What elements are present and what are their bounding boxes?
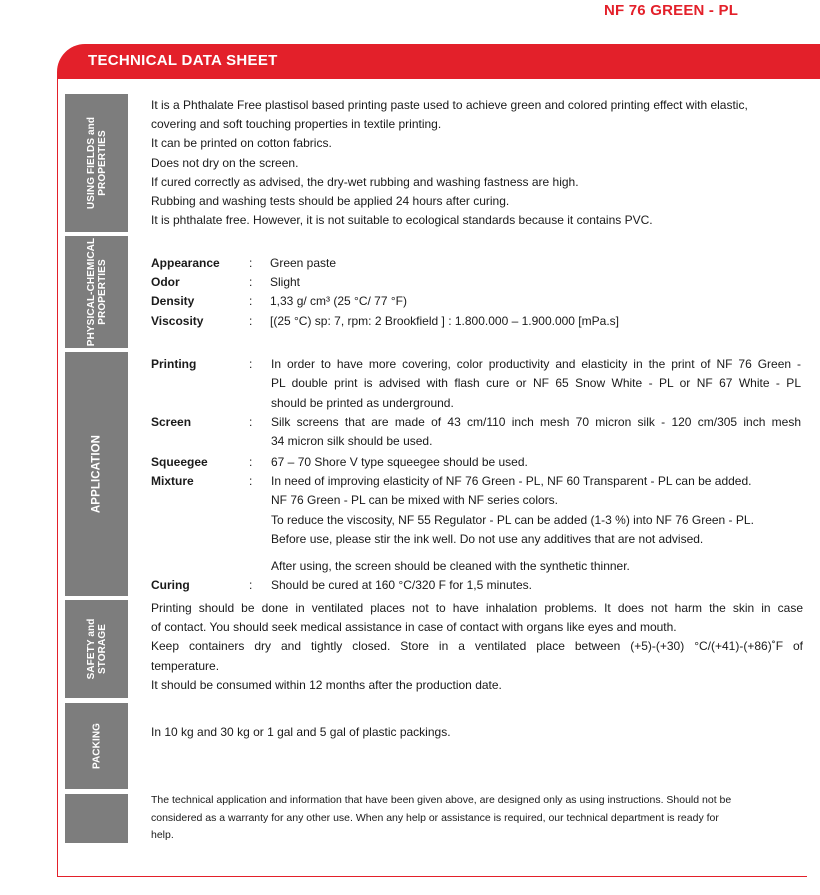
product-title: NF 76 GREEN - PL	[604, 2, 739, 19]
tab-application-label: APPLICATION	[90, 434, 102, 514]
property-colon: :	[249, 314, 253, 328]
tab-safety-storage-label: SAFETY and STORAGE	[85, 618, 108, 680]
property-colon: :	[249, 256, 253, 270]
usage-line: Rubbing and washing tests should be applied 24 hours after curing.	[151, 194, 510, 209]
property-key: Viscosity	[151, 314, 204, 328]
packing-text: In 10 kg and 30 kg or 1 gal and 5 gal of plastic packings.	[151, 725, 451, 739]
safety-line: It should be consumed within 12 months after the production date.	[151, 677, 502, 692]
tab-physical-chemical-label: PHYSICAL-CHEMICAL PROPERTIES	[85, 237, 108, 347]
header-banner	[57, 44, 820, 79]
disclaimer-line: The technical application and information that have been given above, are designed only as using instructions. Should not be	[151, 794, 732, 806]
application-key: Screen	[151, 415, 192, 429]
tab-using-fields-label: USING FIELDS and PROPERTIES	[85, 116, 108, 210]
tab-physical-chemical	[65, 236, 128, 348]
application-key: Printing	[151, 357, 197, 371]
application-colon: :	[249, 455, 253, 469]
frame-left-rule	[57, 79, 58, 877]
usage-line: If cured correctly as advised, the dry-wet rubbing and washing fastness are high.	[151, 174, 579, 189]
property-key: Appearance	[151, 256, 220, 270]
property-value: Green paste	[270, 256, 337, 270]
disclaimer-text	[151, 792, 801, 845]
usage-line: It is a Phthalate Free plastisol based printing paste used to achieve green and colored printing effect with elastic,	[151, 98, 748, 112]
tab-packing-label: PACKING	[91, 722, 102, 770]
usage-line: covering and soft touching properties in textile printing.	[151, 117, 442, 132]
application-curing-text: Should be cured at 160 °C/320 F for 1,5 minutes.	[271, 578, 532, 592]
application-mixture-text: In need of improving elasticity of NF 76 Green - PL, NF 60 Transparent - PL can be added. NF 76 Green - PL can be mixed with NF series colors. To reduce the viscosity, NF 55 Regulator - PL can be added (1-3 %) into NF 76 Green - PL. Before use, please stir the ink well. Do not use any additives that are not advised.	[271, 474, 754, 547]
frame-bottom-rule	[57, 876, 807, 877]
safety-line: of contact. You should seek medical assistance in case of contact with organs like eyes and mouth.	[151, 620, 677, 635]
tab-packing	[65, 703, 128, 789]
header-title: TECHNICAL DATA SHEET	[88, 52, 278, 69]
property-value: [(25 °C) sp: 7, rpm: 2 Brookfield ] : 1.800.000 – 1.900.000 [mPa.s]	[270, 314, 619, 328]
application-screen-text: Silk screens that are made of 43 cm/110 inch mesh 70 micron silk - 120 cm/305 inch mesh 34 micron silk should be used.	[271, 415, 801, 449]
disclaimer-line: help.	[151, 829, 174, 841]
property-value: 1,33 g/ cm³ (25 °C/ 77 °F)	[270, 294, 407, 308]
application-key: Mixture	[151, 474, 194, 488]
safety-text	[151, 599, 803, 695]
property-colon: :	[249, 294, 253, 308]
tab-application	[65, 352, 128, 596]
application-key: Curing	[151, 578, 190, 592]
tab-safety-storage	[65, 600, 128, 698]
safety-line: temperature.	[151, 658, 220, 673]
tab-disclaimer	[65, 794, 128, 843]
property-key: Odor	[151, 275, 180, 289]
application-colon: :	[249, 415, 253, 429]
property-key: Density	[151, 294, 195, 308]
property-value: Slight	[270, 275, 301, 289]
application-key: Squeegee	[151, 455, 208, 469]
application-colon: :	[249, 578, 253, 592]
tab-using-fields	[65, 94, 128, 232]
application-squeegee-text: 67 – 70 Shore V type squeegee should be used.	[271, 455, 528, 469]
application-colon: :	[249, 357, 253, 371]
usage-line: It can be printed on cotton fabrics.	[151, 136, 332, 151]
usage-line: Does not dry on the screen.	[151, 155, 299, 170]
usage-line: It is phthalate free. However, it is not suitable to ecological standards because it contains PVC.	[151, 213, 653, 228]
application-colon: :	[249, 474, 253, 488]
application-printing-text: In order to have more covering, color productivity and elasticity in the print of NF 76 Green - PL double print is advised with flash cure or NF 65 Snow White - PL or NF 67 White - PL should be printed as underground.	[271, 357, 801, 410]
usage-text	[151, 96, 803, 230]
property-colon: :	[249, 275, 253, 289]
safety-line: Printing should be done in ventilated places not to have inhalation problems. It does not harm the skin in case	[151, 601, 803, 615]
application-cleaning-text: After using, the screen should be cleaned with the synthetic thinner.	[271, 559, 630, 573]
safety-line: Keep containers dry and tightly closed. Store in a ventilated place between (+5)-(+30) °C/(+41)-(+86)˚F of	[151, 639, 803, 654]
disclaimer-line: considered as a warranty for any other use. When any help or assistance is required, our technical department is ready for	[151, 811, 719, 824]
